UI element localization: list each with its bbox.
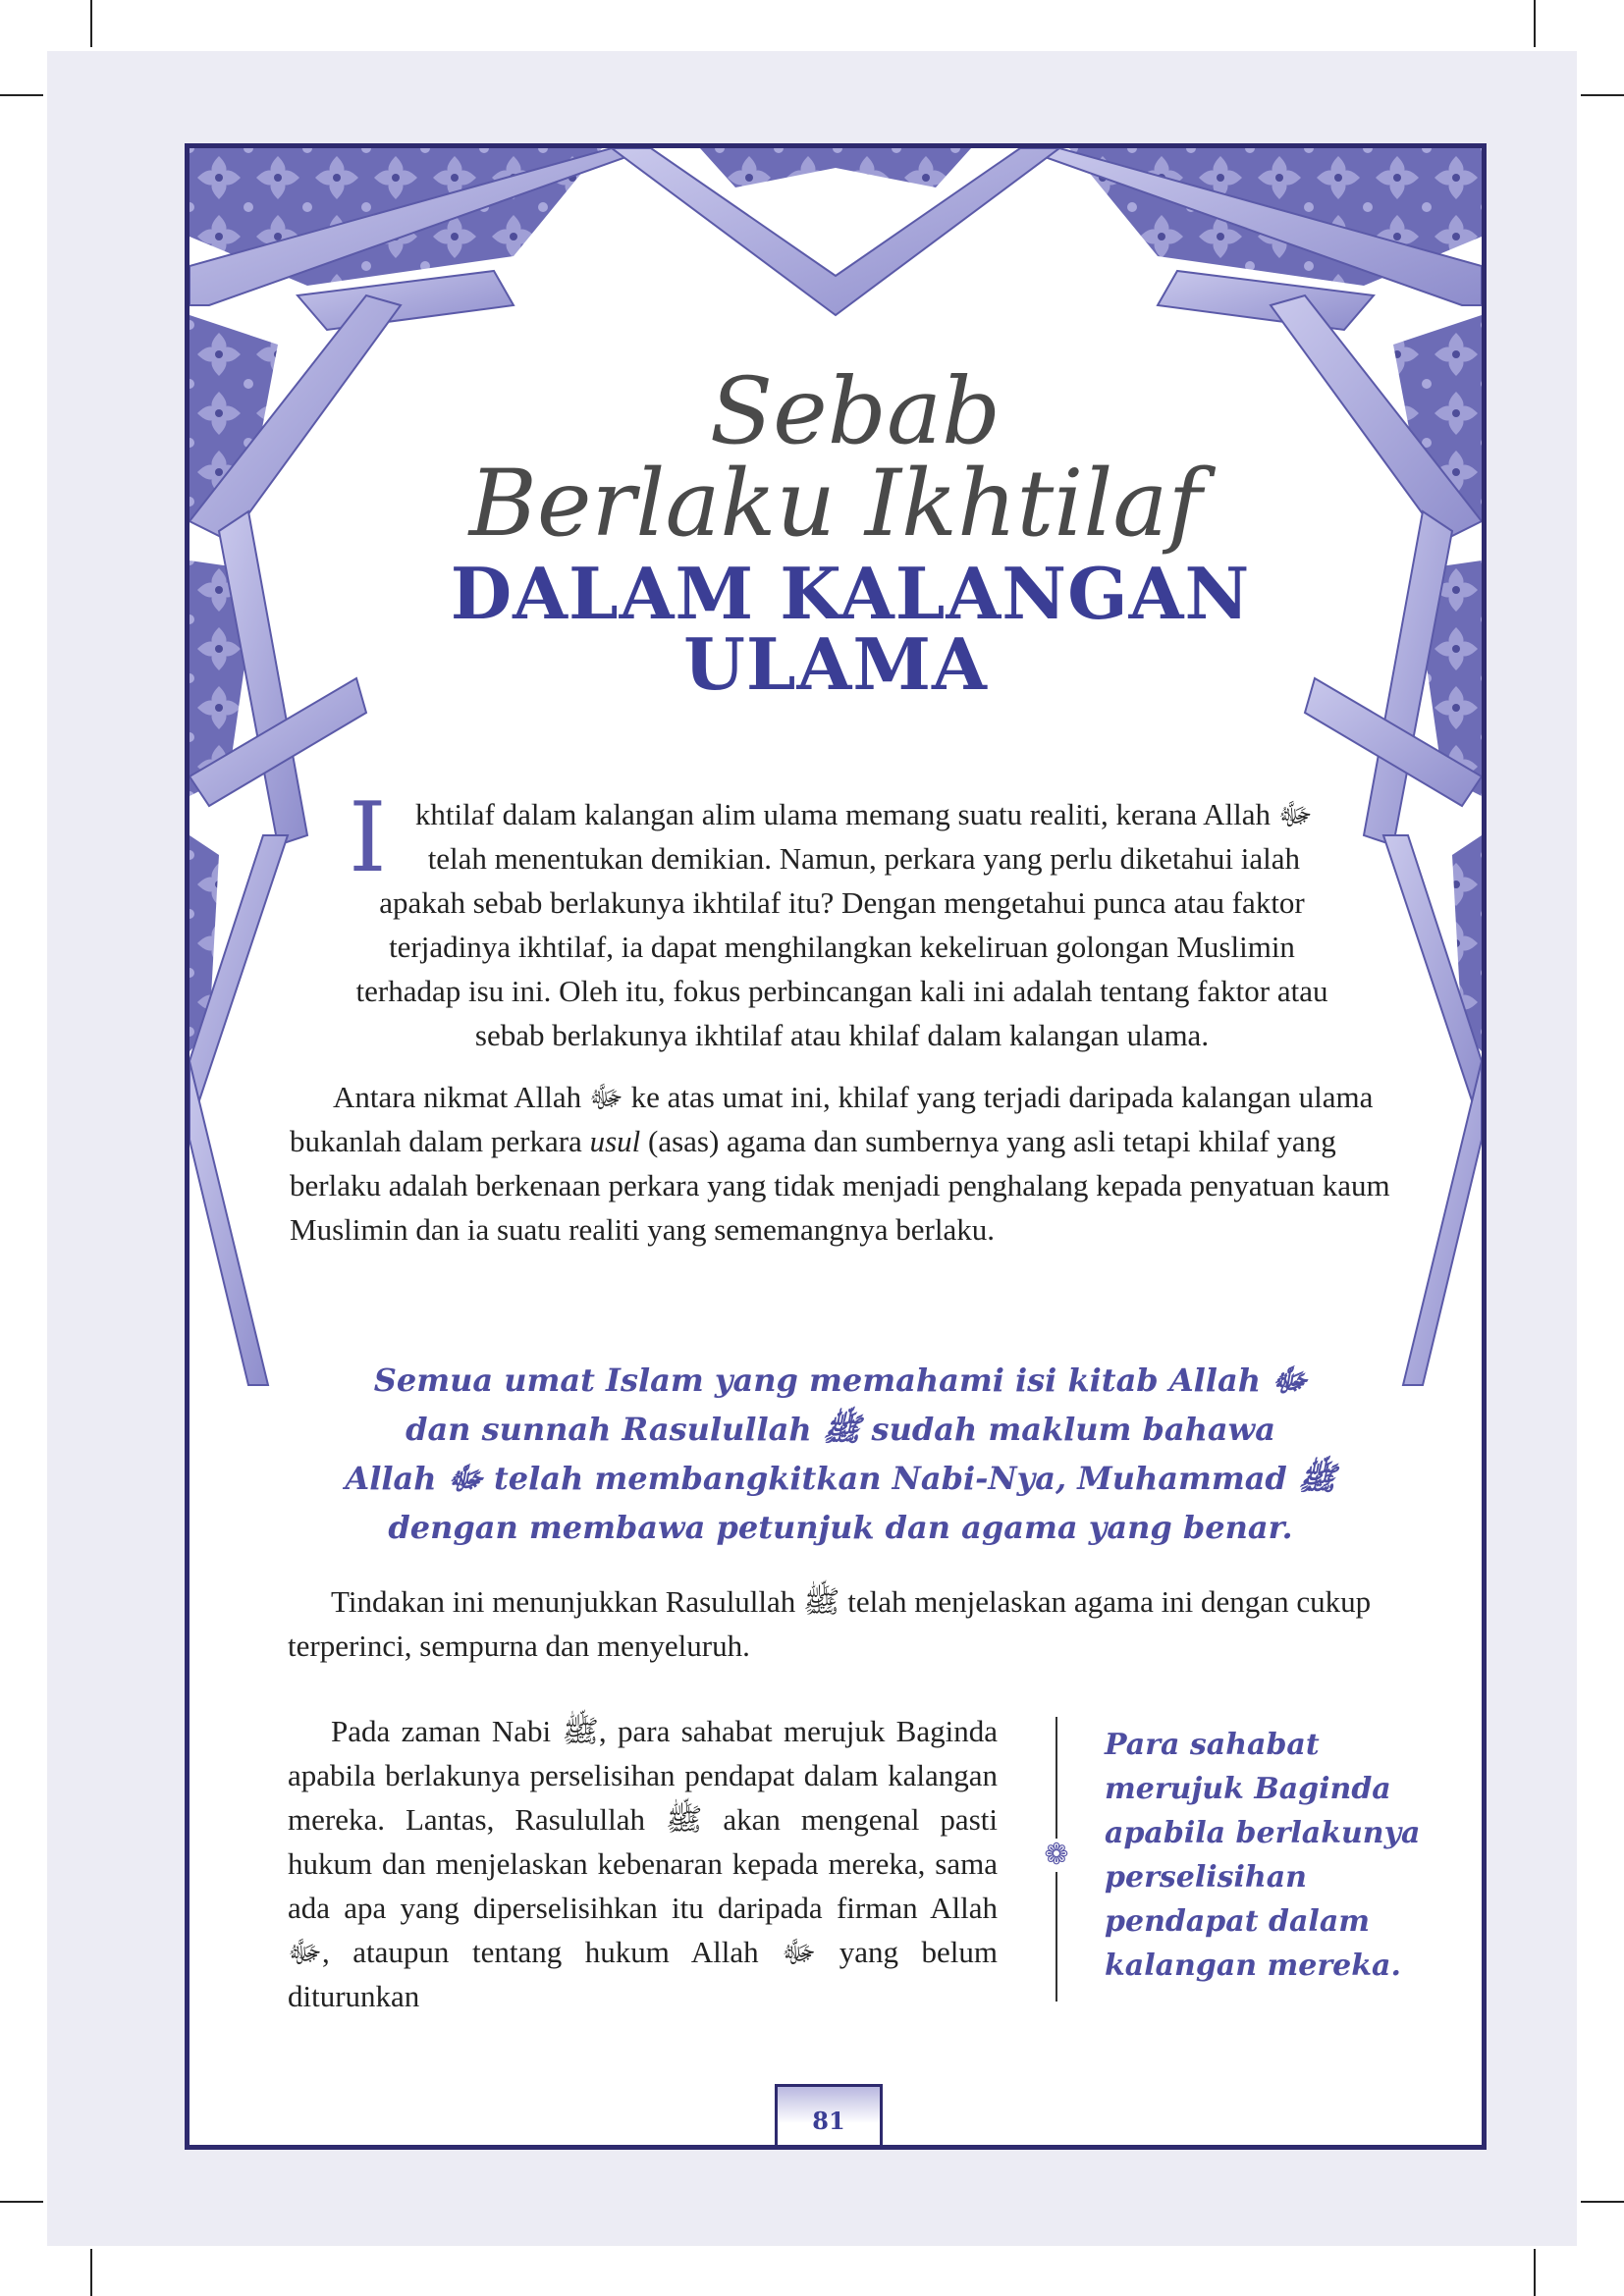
crop-mark (1581, 2201, 1624, 2203)
paragraph-4-column (288, 1709, 998, 2018)
page-number: 81 (812, 2107, 845, 2135)
intro-paragraph (290, 782, 1394, 1057)
page-number-box (775, 2084, 883, 2150)
paragraph-2 (290, 1075, 1394, 1252)
pull-quote-line-2: dan sunnah Rasulullah ﷺ sudah maklum bahawa (406, 1411, 1275, 1448)
paragraph-4: Pada zaman Nabi ﷺ, para sahabat merujuk Baginda apabila berlakunya perselisihan pendapat dalam kalangan mereka. Lantas, Rasulullah ﷺ akan mengenal pasti hukum dan menjelaskan kebenaran kepada mereka, sama ada apa yang diperselisihkan itu daripada firman Allah ﷻ, ataupun tentang hukum Allah ﷻ yang belum diturunkan (288, 1714, 998, 2013)
crop-mark (0, 94, 43, 96)
drop-cap: I (349, 782, 387, 894)
title-line-1: Sebab (709, 358, 1001, 465)
pull-quote-line-3: Allah ﷻ telah membangkitkan Nabi-Nya, Muhammad ﷺ (345, 1460, 1336, 1497)
pull-quote (335, 1356, 1346, 1552)
intro-section (290, 782, 1394, 1269)
crop-mark (1534, 2249, 1536, 2296)
paragraph-2-part2: (asas) agama dan sumbernya yang asli tetapi khilaf yang berlaku adalah berkenaan perkara yang tidak menjadi penghalang kepada penyatuan kaum Muslimin dan ia suatu realiti yang sememangnya berlaku. (290, 1124, 1390, 1247)
intro-text: khtilaf dalam kalangan alim ulama memang suatu realiti, kerana Allah ﷻ telah menentukan demikian. Namun, perkara yang perlu diketahui ialah apakah sebab berlakunya ikhtilaf itu? Dengan mengetahui punca atau faktor terjadinya ikhtilaf, ia dapat menghilangkan kekeliruan golongan Muslimin terhadap isu ini. Oleh itu, fokus perbincangan kali ini adalah tentang faktor atau sebab berlakunya ikhtilaf atau khilaf dalam kalangan ulama. (355, 797, 1328, 1052)
paragraph-3: Tindakan ini menunjukkan Rasulullah ﷺ telah menjelaskan agama ini dengan cukup terperinci, sempurna dan menyeluruh. (288, 1584, 1372, 1663)
paragraph-3-block (288, 1579, 1392, 1685)
paragraph-2-part1: Antara nikmat Allah ﷻ ke atas umat ini, khilaf yang terjadi daripada kalangan ulama bukanlah dalam perkara (290, 1080, 1374, 1158)
crop-mark (0, 2201, 43, 2203)
page-frame (185, 143, 1487, 2150)
ornament-icon: ❁ (1040, 1839, 1073, 1872)
pull-quote-line-4: dengan membawa petunjuk dan agama yang benar. (388, 1509, 1293, 1546)
crop-mark (1581, 94, 1624, 96)
side-quote: Para sahabat merujuk Baginda apabila berlakunya perselisihan pendapat dalam kalangan mereka. (1105, 1728, 1421, 1983)
crop-mark (1534, 0, 1536, 47)
title-line-4: ULAMA (683, 622, 988, 706)
crop-mark (90, 0, 92, 47)
crop-mark (90, 2249, 92, 2296)
title-line-2: Berlaku Ikhtilaf (468, 451, 1203, 558)
title-line-3: DALAM KALANGAN (450, 552, 1251, 635)
pull-quote-line-1: Semua umat Islam yang memahami isi kitab Allah ﷻ (373, 1362, 1308, 1399)
paragraph-2-italic: usul (589, 1124, 641, 1158)
